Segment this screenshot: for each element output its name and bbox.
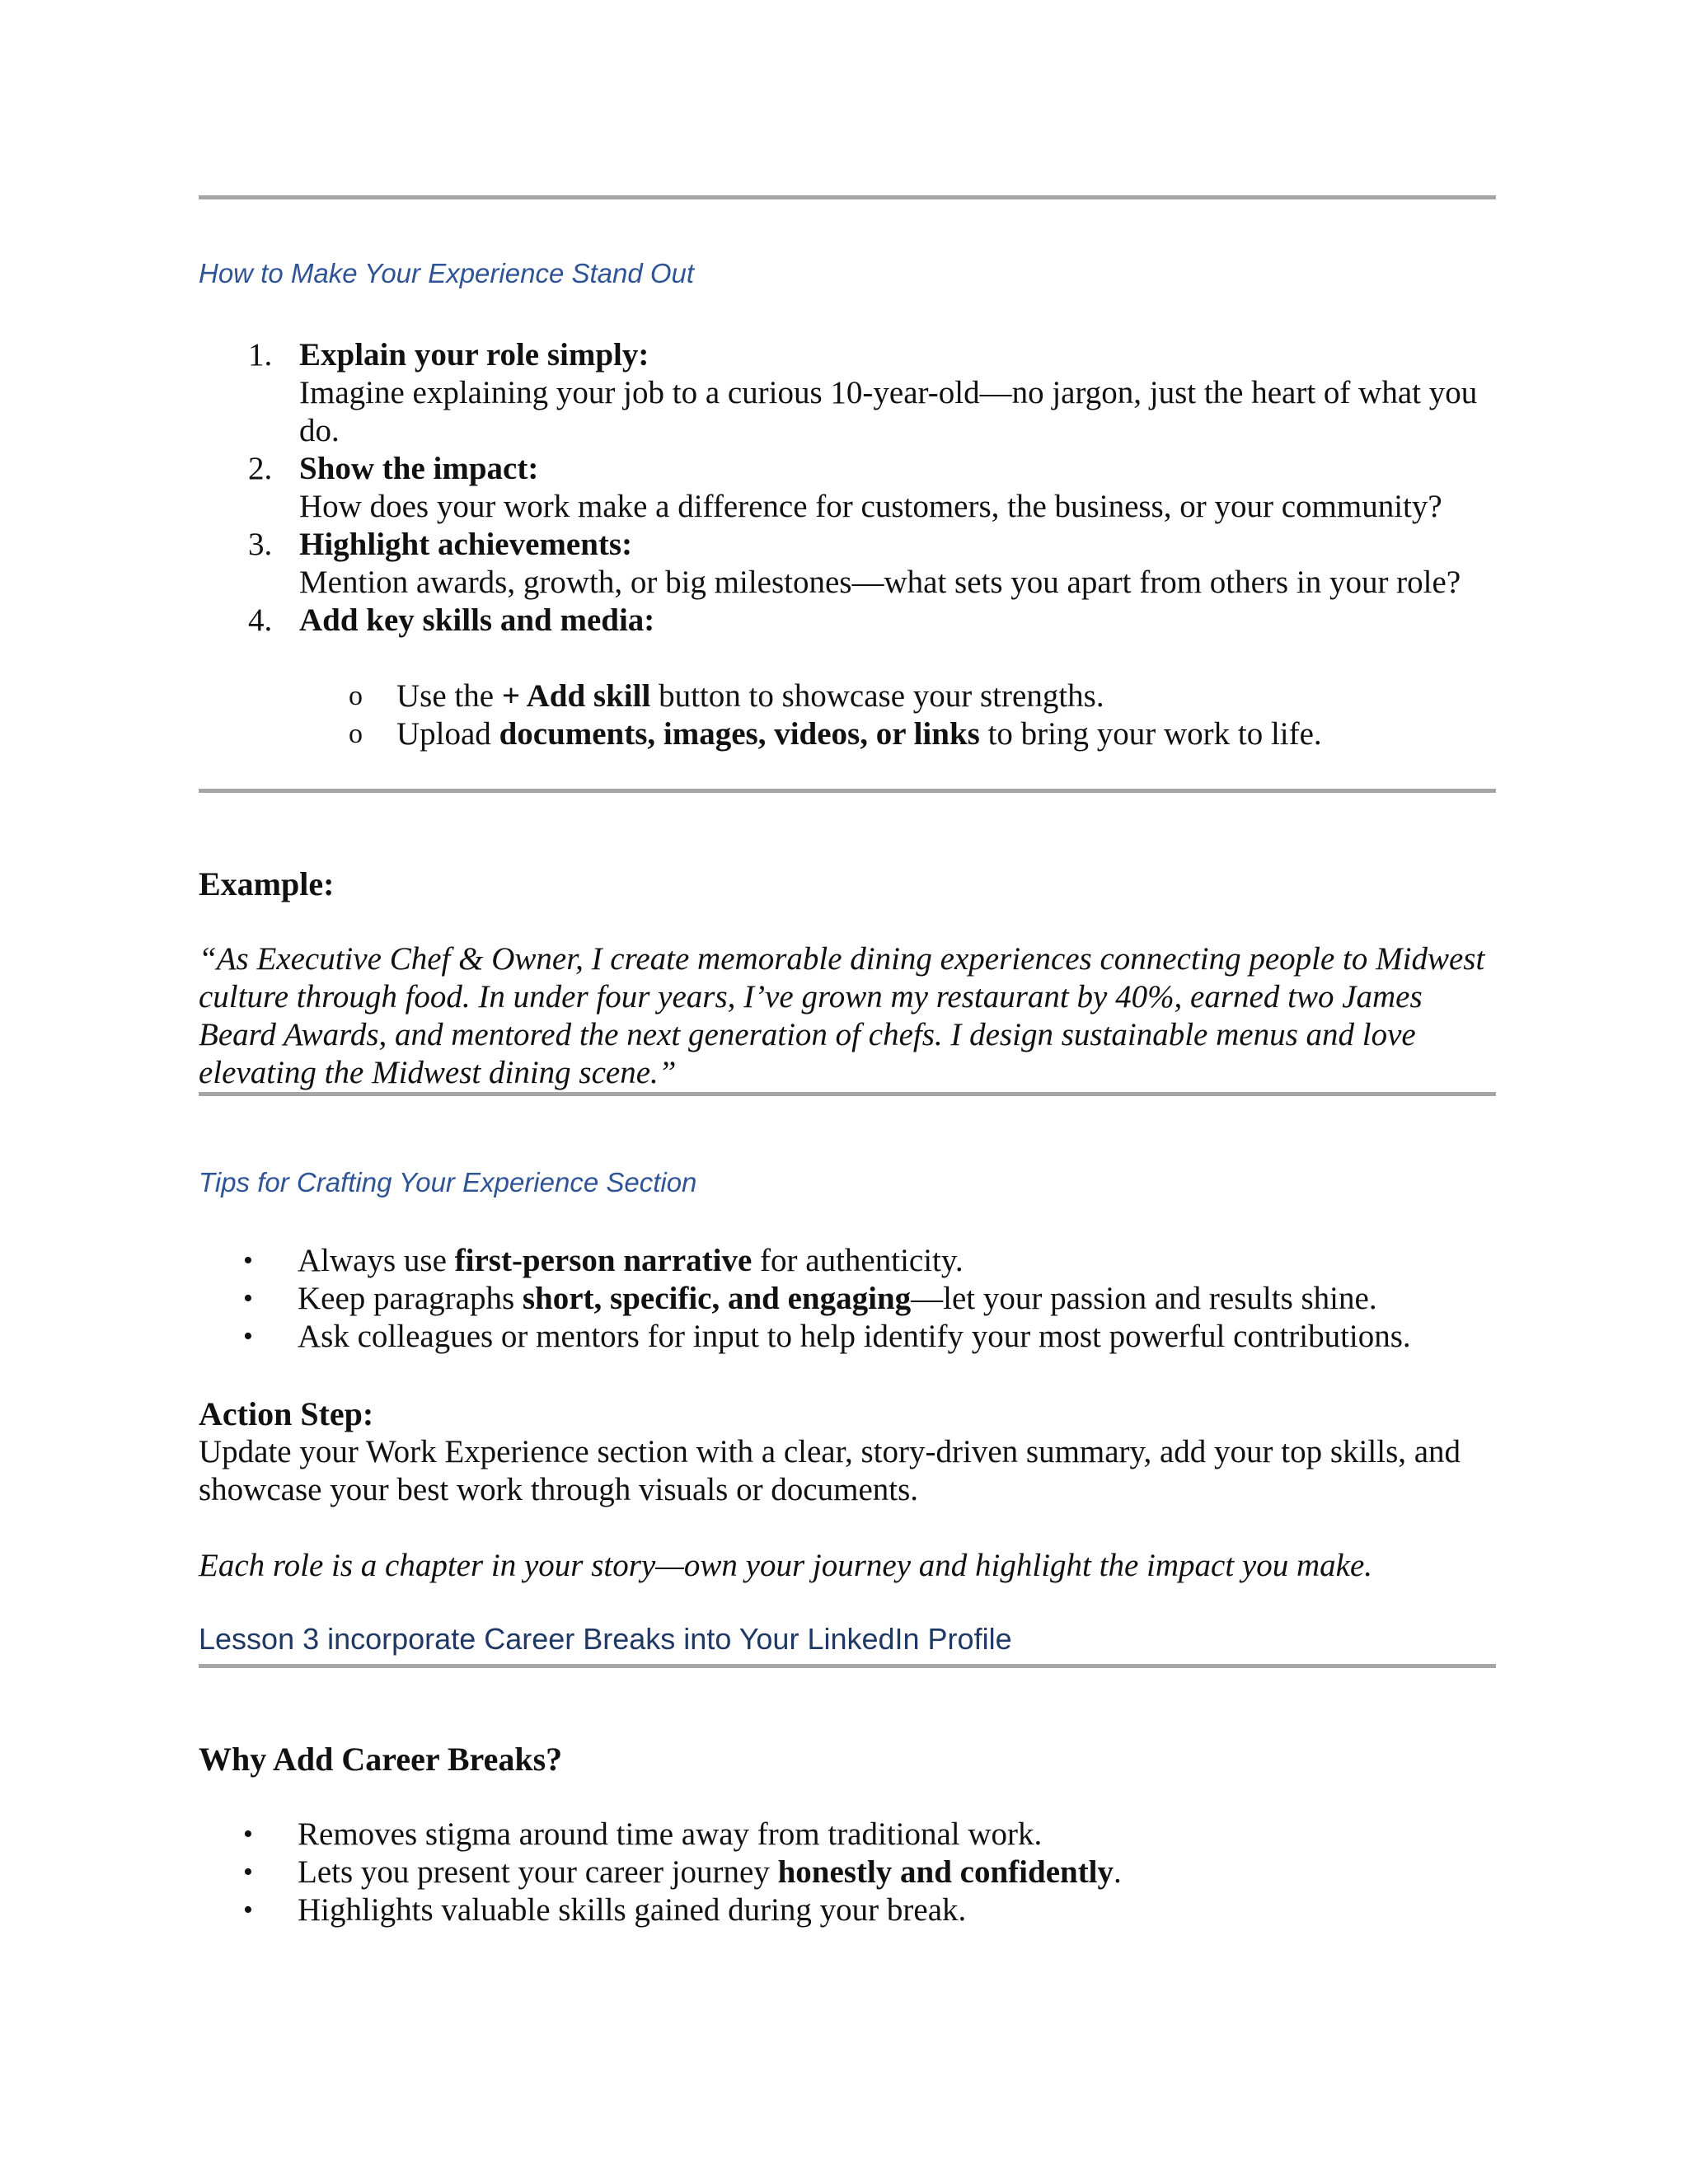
bullet-text-bold: honestly and confidently <box>777 1854 1114 1890</box>
list-item <box>199 1854 1517 1891</box>
divider <box>199 1092 1496 1096</box>
bullet-dot: • <box>243 1283 253 1314</box>
bullet-text-bold: short, specific, and engaging <box>522 1281 912 1316</box>
divider <box>199 195 1496 199</box>
bullet-text-pre: Keep paragraphs <box>298 1281 523 1316</box>
list-item <box>199 1891 1517 1929</box>
bullet-text-bold: first-person narrative <box>454 1243 753 1278</box>
list-item <box>199 450 1517 526</box>
section-heading: Tips for Crafting Your Experience Section <box>199 1167 697 1197</box>
bullet-text-pre: Ask colleagues or mentors for input to help identify your most powerful contributions. <box>298 1319 1411 1354</box>
lesson-heading: Lesson 3 incorporate Career Breaks into Your LinkedIn Profile <box>199 1622 1012 1656</box>
action-step-text: Update your Work Experience section with a clear, story-driven summary, add your top skills, and showcase your best work through visuals or documents. <box>199 1434 1461 1507</box>
bullet-dot: • <box>243 1895 253 1925</box>
circle-bullet: o <box>349 681 363 711</box>
bullet-text-pre: Always use <box>298 1243 455 1278</box>
closing-line: Each role is a chapter in your story—own your journey and highlight the impact you make. <box>199 1548 1373 1583</box>
action-step-label: Action Step: <box>199 1395 374 1432</box>
list-item <box>199 602 1517 640</box>
list-number: 1. <box>248 337 273 373</box>
sub-item-text-post: button to showcase your strengths. <box>650 678 1104 714</box>
bullet-dot: • <box>243 1857 253 1887</box>
example-quote: “As Executive Chef & Owner, I create memorable dining experiences connecting people to Midwest culture through food. In under four years, I’ve grown my restaurant by 40%, earned two James Beard Awards, and mentored the next generation of chefs. I design sustainable menus and love elevating the Midwest dining scene.” <box>199 941 1485 1090</box>
step-title: Explain your role simply: <box>299 337 649 373</box>
divider <box>199 1664 1496 1668</box>
bullet-text-post: for authenticity. <box>752 1243 964 1278</box>
list-item <box>199 526 1517 602</box>
list-item <box>199 1280 1517 1318</box>
bullet-text-pre: Lets you present your career journey <box>298 1854 778 1890</box>
bullet-dot: • <box>243 1819 253 1849</box>
sub-item-text-bold: + Add skill <box>501 678 651 714</box>
step-title: Highlight achievements: <box>299 527 633 562</box>
sub-item-text-post: to bring your work to life. <box>979 716 1322 752</box>
list-item <box>199 1242 1517 1280</box>
career-breaks-list <box>199 1816 1517 1929</box>
step-description: How does your work make a difference for customers, the business, or your community? <box>299 489 1442 524</box>
why-label: Why Add Career Breaks? <box>199 1741 563 1778</box>
step-title: Add key skills and media: <box>299 602 655 638</box>
bullet-text: Highlights valuable skills gained during your break. <box>298 1892 967 1928</box>
bullet-dot: • <box>243 1245 253 1276</box>
list-number: 4. <box>248 602 273 638</box>
bullet-dot: • <box>243 1321 253 1352</box>
example-label: Example: <box>199 865 335 902</box>
step-title: Show the impact: <box>299 451 539 486</box>
tips-list <box>199 1242 1517 1356</box>
step-description: Mention awards, growth, or big milestones—what sets you apart from others in your role? <box>299 565 1461 600</box>
sub-item-text-bold: documents, images, videos, or links <box>499 716 980 752</box>
list-item <box>199 1816 1517 1854</box>
sub-list <box>298 677 1517 753</box>
list-number: 3. <box>248 527 273 562</box>
sub-item-text-pre: Use the <box>396 678 502 714</box>
divider <box>199 789 1496 793</box>
bullet-text: Removes stigma around time away from traditional work. <box>298 1816 1043 1852</box>
list-number: 2. <box>248 451 273 486</box>
list-item <box>298 715 1517 753</box>
section-heading: How to Make Your Experience Stand Out <box>199 258 695 288</box>
steps-list <box>199 336 1517 640</box>
circle-bullet: o <box>349 719 363 749</box>
list-item <box>199 1318 1517 1356</box>
sub-item-text-pre: Upload <box>396 716 499 752</box>
bullet-text-post: —let your passion and results shine. <box>911 1281 1377 1316</box>
list-item <box>298 677 1517 715</box>
bullet-text-post: . <box>1114 1854 1122 1890</box>
step-description: Imagine explaining your job to a curious 10-year-old—no jargon, just the heart of what you do. <box>299 375 1478 448</box>
list-item <box>199 336 1517 450</box>
